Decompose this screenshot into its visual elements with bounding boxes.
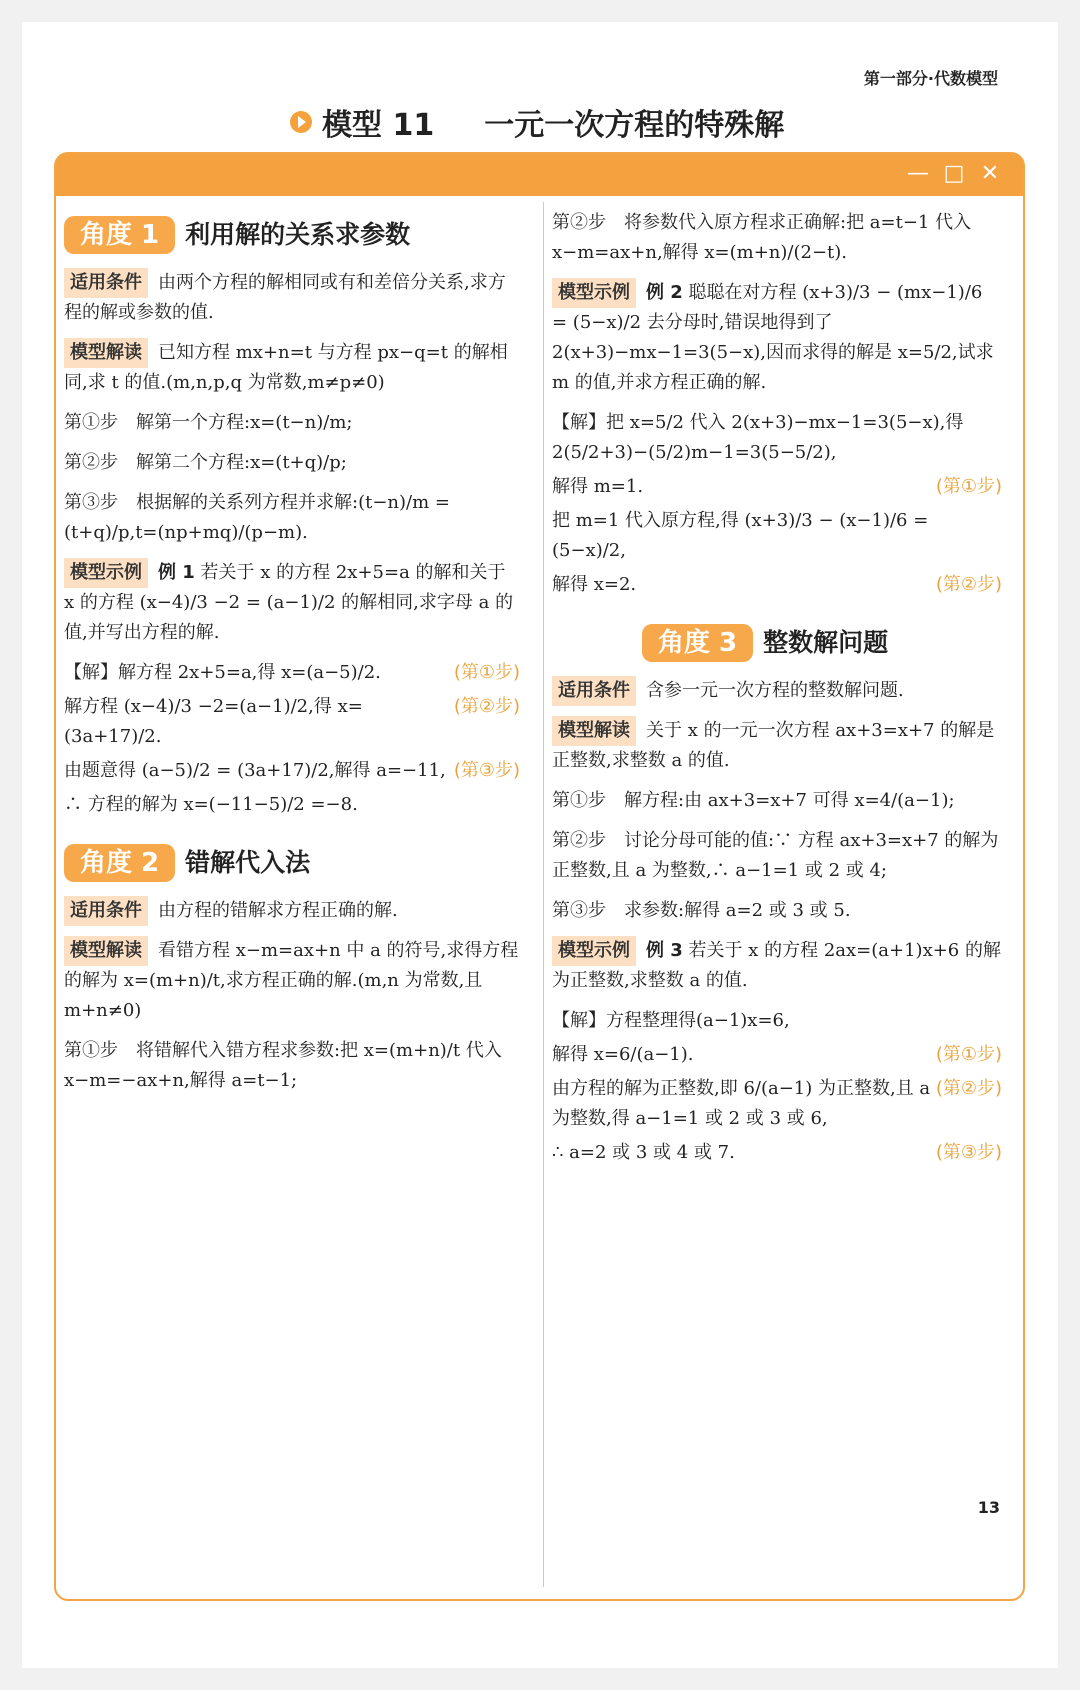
page-title	[290, 100, 784, 144]
solution-line: (第③步) 由题意得 (a−5)/2 = (3a+17)/2,解得 a=−11,	[64, 760, 520, 781]
angle-3-badge: 角度 3	[642, 624, 753, 662]
angle-3-title: 整数解问题	[763, 628, 889, 657]
maximize-icon[interactable]: □	[943, 161, 965, 186]
solution-line: 把 m=1 代入原方程,得 (x+3)/3 − (x−1)/6 = (5−x)/2,	[552, 510, 929, 561]
angle-2-badge: 角度 2	[64, 844, 175, 882]
step-2-2: 第②步 将参数代入原方程求正确解:把 a=t−1 代入 x−m=ax+n,解得 x=(m+n)/(2−t).	[552, 212, 972, 263]
reading-tag: 模型解读	[64, 936, 148, 966]
step-2-1: 第①步 将错解代入错方程求参数:把 x=(m+n)/t 代入 x−m=−ax+n,解得 a=t−1;	[64, 1040, 502, 1091]
angle-1-badge: 角度 1	[64, 216, 175, 254]
example-2: 模型示例 例 2 聪聪在对方程 (x+3)/3 − (mx−1)/6 = (5−x)/2 去分母时,错误地得到了 2(x+3)−mx−1=3(5−x),因而求得的解是 x=5/2,试求 m 的值,并求方程正确的解.	[552, 278, 1002, 398]
step-3-3: 第③步 求参数:解得 a=2 或 3 或 5.	[552, 900, 851, 921]
example-3: 模型示例 例 3 若关于 x 的方程 2ax=(a+1)x+6 的解为正整数,求整数 a 的值.	[552, 936, 1002, 996]
angle-3-heading	[642, 624, 1002, 662]
reading-2: 模型解读 看错方程 x−m=ax+n 中 a 的符号,求得方程的解为 x=(m+n)/t,求方程正确的解.(m,n 为常数,且 m+n≠0)	[64, 936, 520, 1026]
right-column	[552, 208, 1002, 1172]
solution-line: 【解】把 x=5/2 代入 2(x+3)−mx−1=3(5−x),得 2(5/2+3)−(5/2)m−1=3(5−5/2),	[552, 412, 964, 463]
reading-tag: 模型解读	[64, 338, 148, 368]
column-divider	[543, 202, 544, 1587]
window-titlebar	[56, 154, 1023, 196]
solution-line: (第②步) 解方程 (x−4)/3 −2=(a−1)/2,得 x=(3a+17)/2.	[64, 696, 520, 747]
reading-1: 模型解读 已知方程 mx+n=t 与方程 px−q=t 的解相同,求 t 的值.(m,n,p,q 为常数,m≠p≠0)	[64, 338, 520, 398]
condition-2: 适用条件 由方程的错解求方程正确的解.	[64, 896, 520, 926]
solution-line: (第①步) 解得 m=1.	[552, 476, 1002, 497]
condition-3: 适用条件 含参一元一次方程的整数解问题.	[552, 676, 1002, 706]
minimize-icon[interactable]: —	[907, 161, 929, 186]
step-1-1: 第①步 解第一个方程:x=(t−n)/m;	[64, 412, 353, 433]
page-number: 13	[977, 1498, 1000, 1517]
angle-1-title: 利用解的关系求参数	[185, 220, 411, 249]
section-label: 第一部分·代数模型	[863, 69, 998, 88]
step-3-1: 第①步 解方程:由 ax+3=x+7 可得 x=4/(a−1);	[552, 790, 955, 811]
solution-line: (第①步) 【解】解方程 2x+5=a,得 x=(a−5)/2.	[64, 662, 520, 683]
solution-line: (第②步) 解得 x=2.	[552, 574, 1002, 595]
example-tag: 模型示例	[552, 278, 636, 308]
solution-line: (第②步) 由方程的解为正整数,即 6/(a−1) 为正整数,且 a 为整数,得 a−1=1 或 2 或 3 或 6,	[552, 1078, 1002, 1129]
solution-line: (第③步) ∴ a=2 或 3 或 4 或 7.	[552, 1142, 1002, 1163]
angle-2-heading	[64, 844, 520, 882]
reading-3: 模型解读 关于 x 的一元一次方程 ax+3=x+7 的解是正整数,求整数 a 的值.	[552, 716, 1002, 776]
angle-2-title: 错解代入法	[185, 848, 311, 877]
example-tag: 模型示例	[64, 558, 148, 588]
condition-tag: 适用条件	[552, 676, 636, 706]
reading-tag: 模型解读	[552, 716, 636, 746]
solution-line: (第①步) 解得 x=6/(a−1).	[552, 1044, 1002, 1065]
example-1: 模型示例 例 1 若关于 x 的方程 2x+5=a 的解和关于 x 的方程 (x−4)/3 −2 = (a−1)/2 的解相同,求字母 a 的值,并写出方程的解.	[64, 558, 520, 648]
close-icon[interactable]: ✕	[980, 161, 1000, 186]
play-icon	[290, 111, 312, 133]
step-1-2: 第②步 解第二个方程:x=(t+q)/p;	[64, 452, 347, 473]
content-window	[54, 152, 1025, 1601]
title-main: 一元一次方程的特殊解	[484, 108, 785, 143]
solution-line: ∴ 方程的解为 x=(−11−5)/2 =−8.	[64, 794, 358, 815]
step-3-2: 第②步 讨论分母可能的值:∵ 方程 ax+3=x+7 的解为正整数,且 a 为整数,∴ a−1=1 或 2 或 4;	[552, 830, 999, 881]
solution-line: 【解】方程整理得(a−1)x=6,	[552, 1010, 790, 1031]
condition-tag: 适用条件	[64, 268, 148, 298]
example-tag: 模型示例	[552, 936, 636, 966]
step-1-3: 第③步 根据解的关系列方程并求解:(t−n)/m = (t+q)/p,t=(np+mq)/(p−m).	[64, 492, 450, 543]
condition-tag: 适用条件	[64, 896, 148, 926]
title-prefix: 模型 11	[322, 108, 435, 143]
condition-1: 适用条件 由两个方程的解相同或有和差倍分关系,求方程的解或参数的值.	[64, 268, 520, 328]
angle-1-heading	[64, 216, 520, 254]
left-column	[64, 208, 520, 1106]
